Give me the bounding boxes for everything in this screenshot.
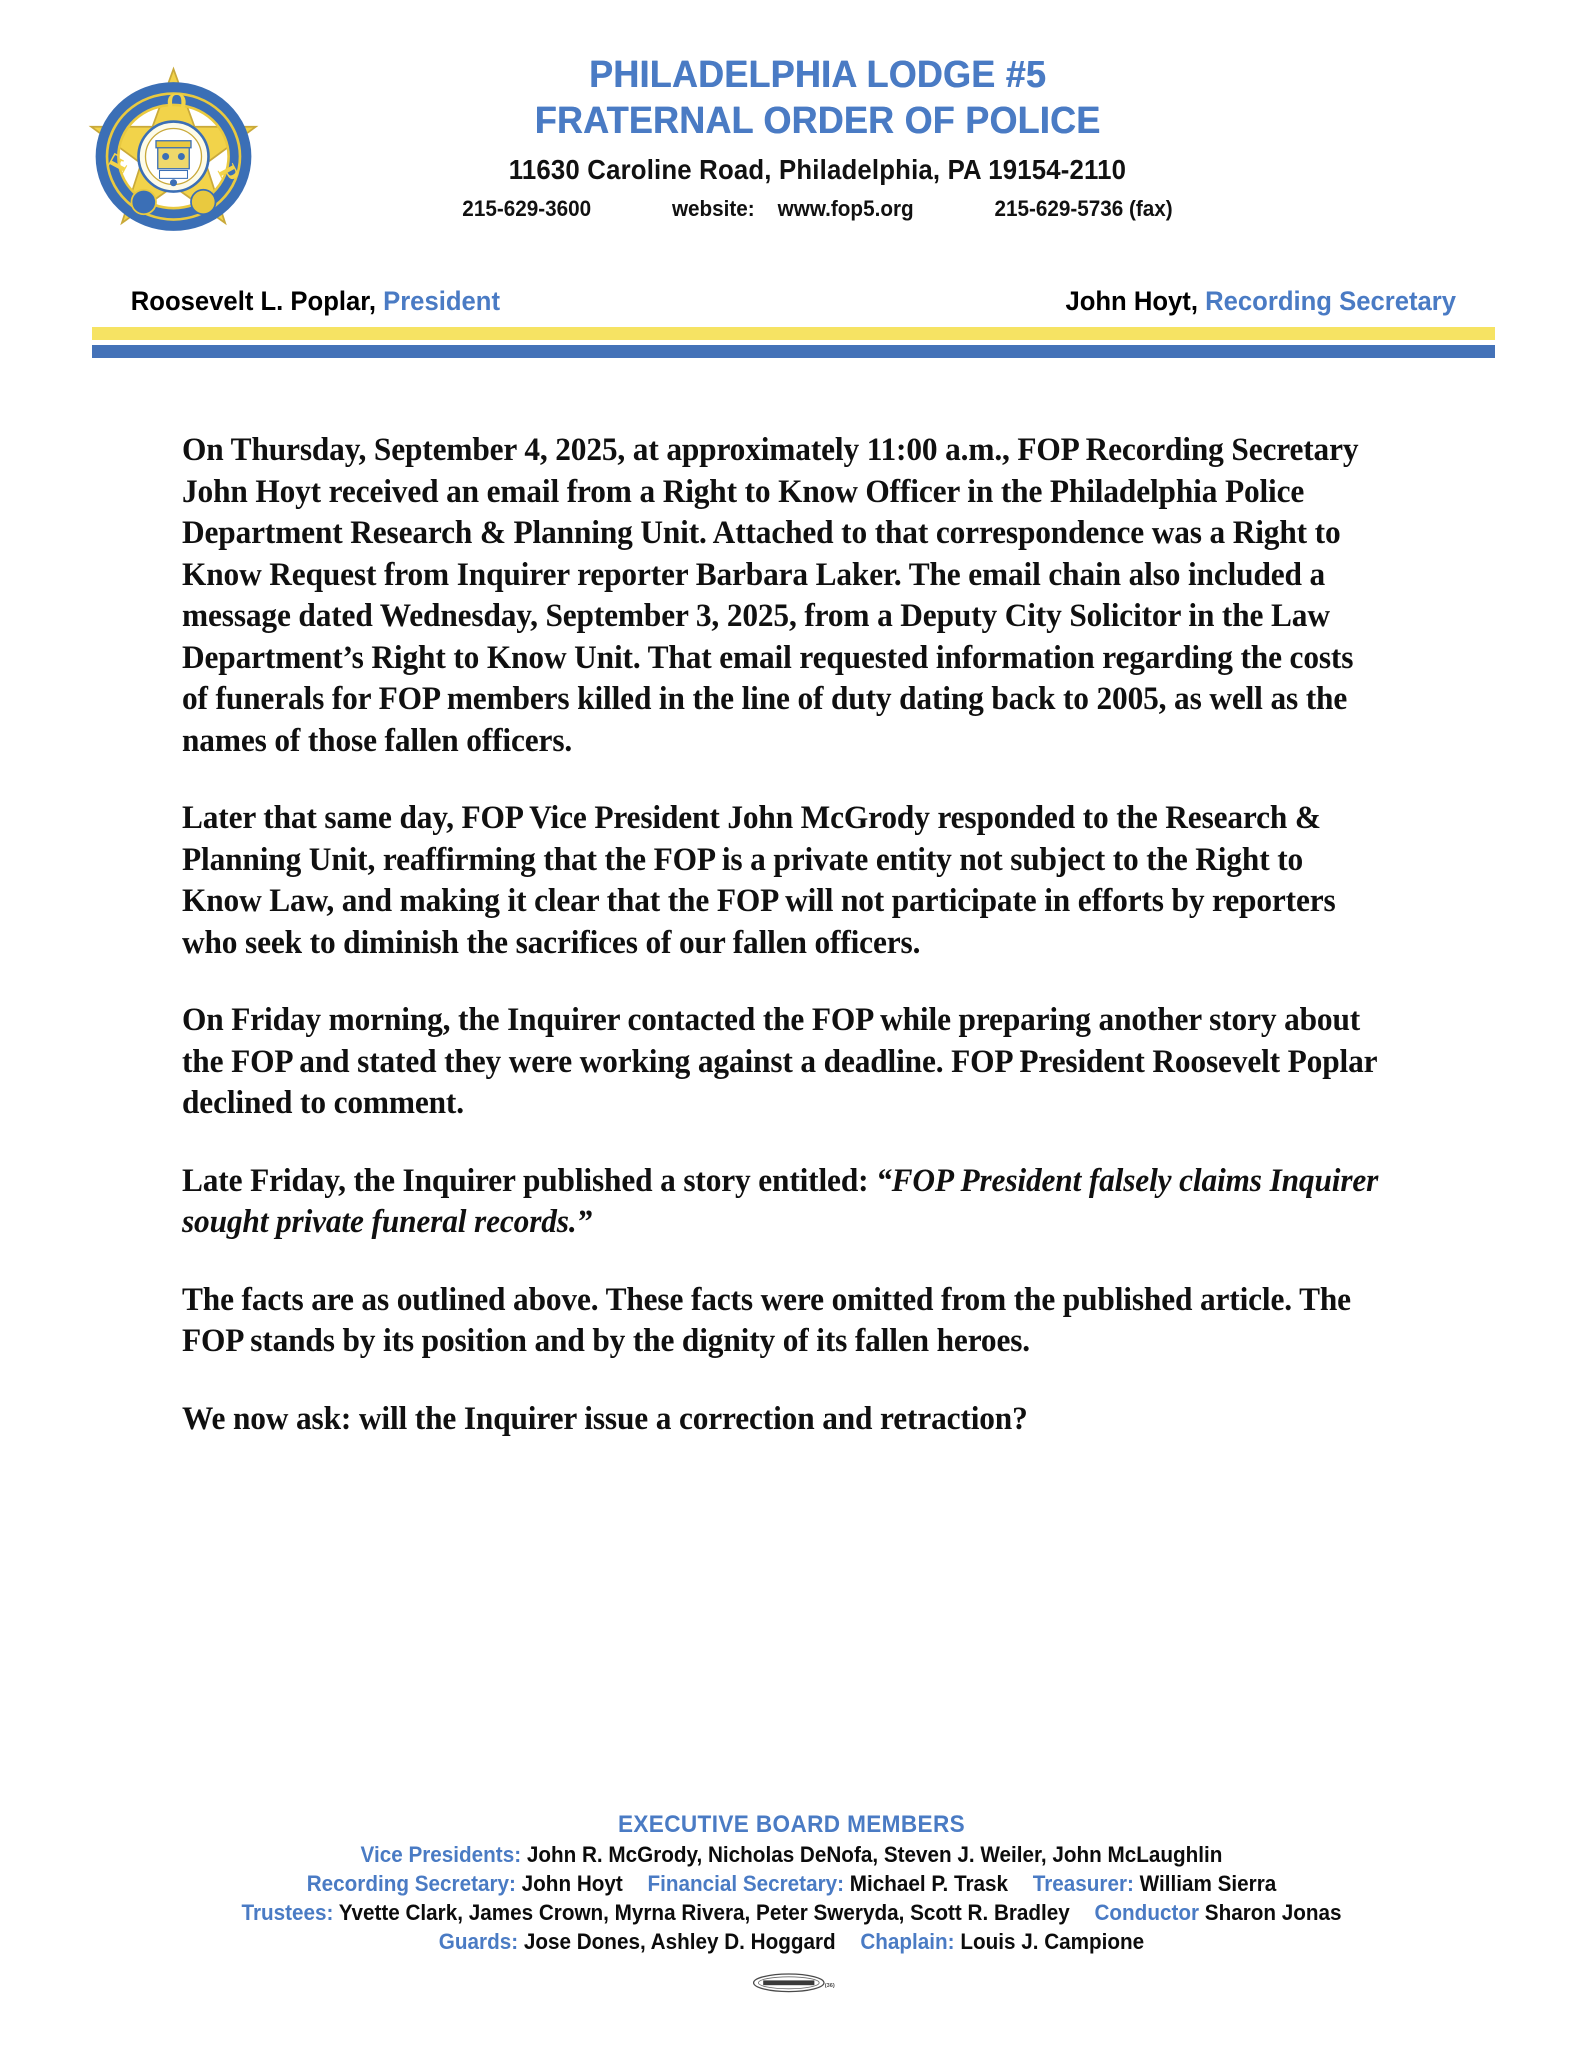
- union-bug-icon: [744, 1970, 840, 1996]
- divider-yellow-bar: [92, 327, 1495, 340]
- president-name: Roosevelt L. Poplar,: [130, 286, 376, 316]
- article-headline-quote: “FOP President falsely claims Inquirer sought private funeral records.”: [182, 1162, 1379, 1240]
- svg-text:P: P: [211, 159, 246, 188]
- recording-secretary-name: John Hoyt,: [1065, 286, 1198, 316]
- website-url[interactable]: www.fop5.org: [777, 196, 914, 221]
- president-block: [131, 286, 500, 317]
- lodge-title-line1: PHILADELPHIA LODGE #5: [588, 54, 1047, 96]
- recording-secretary-block: [1065, 286, 1456, 317]
- conductor-label: Conductor: [1094, 1900, 1200, 1925]
- paragraph-3: On Friday morning, the Inquirer contacted the FOP while preparing another story about the FOP and stated they were working against a deadline. FOP President Roosevelt Poplar declined to comment.: [182, 1002, 1377, 1121]
- website-label: website:: [671, 196, 755, 221]
- paragraph-5: The facts are as outlined above. These facts were omitted from the published article. The FOP stands by its position and by the dignity of its fallen heroes.: [182, 1281, 1351, 1359]
- footer-line-vice-presidents: [47, 1840, 1535, 1869]
- header-divider: [92, 327, 1495, 358]
- vice-presidents-names: John R. McGrody, Nicholas DeNofa, Steven J. Weiler, John McLaughlin: [526, 1842, 1223, 1867]
- financial-secretary-label: Financial Secretary:: [647, 1871, 845, 1896]
- president-title: President: [383, 286, 500, 316]
- recording-secretary-title: Recording Secretary: [1205, 286, 1457, 316]
- paragraph-1: On Thursday, September 4, 2025, at approximately 11:00 a.m., FOP Recording Secretary John Hoyt received an email from a Right to Know Officer in the Philadelphia Police Department Research & Planning Unit. Attached to that correspondence was a Right to Know Request from Inquirer reporter Barbara Laker. The email chain also included a message dated Wednesday, September 3, 2025, from a Deputy City Solicitor in the Law Department’s Right to Know Unit. That email requested information regarding the costs of funerals for FOP members killed in the line of duty dating back to 2005, as well as the names of those fallen officers.: [182, 432, 1359, 759]
- trustees-label: Trustees:: [241, 1900, 334, 1925]
- guards-names: Jose Dones, Ashley D. Hoggard: [523, 1929, 836, 1954]
- svg-text:(36): (36): [824, 1982, 835, 1989]
- phone-number: 215-629-3600: [462, 196, 592, 221]
- website-block: [672, 192, 914, 226]
- svg-text:O: O: [166, 88, 187, 117]
- letterhead-header: [0, 0, 1583, 268]
- chaplain-value: Louis J. Campione: [960, 1929, 1145, 1954]
- chaplain-label: Chaplain:: [860, 1929, 955, 1954]
- footer-line-secretaries: [47, 1869, 1535, 1898]
- conductor-value: Sharon Jonas: [1204, 1900, 1342, 1925]
- fax-number: 215-629-5736 (fax): [994, 196, 1173, 221]
- paragraph-6: We now ask: will the Inquirer issue a correction and retraction?: [182, 1400, 1028, 1437]
- treasurer-value: William Sierra: [1139, 1871, 1277, 1896]
- officers-row: [40, 286, 1544, 317]
- financial-secretary-value: Michael P. Trask: [849, 1871, 1009, 1896]
- trustees-names: Yvette Clark, James Crown, Myrna Rivera, Peter Sweryda, Scott R. Bradley: [338, 1900, 1070, 1925]
- svg-text:F: F: [102, 149, 136, 177]
- lodge-title-line2: FRATERNAL ORDER OF POLICE: [534, 100, 1101, 142]
- footer-line-guards: [47, 1927, 1535, 1956]
- divider-blue-bar: [92, 345, 1495, 358]
- footer-title: EXECUTIVE BOARD MEMBERS: [617, 1811, 966, 1838]
- guards-label: Guards:: [438, 1929, 519, 1954]
- lodge-contact-row: [136, 192, 1500, 226]
- recording-secretary-label: Recording Secretary:: [306, 1871, 516, 1896]
- recording-secretary-value: John Hoyt: [521, 1871, 623, 1896]
- vice-presidents-label: Vice Presidents:: [360, 1842, 522, 1867]
- paragraph-4-lead: Late Friday, the Inquirer published a story entitled:: [182, 1162, 877, 1199]
- treasurer-label: Treasurer:: [1032, 1871, 1134, 1896]
- letterhead-text-block: [0, 52, 1583, 226]
- lodge-address: 11630 Caroline Road, Philadelphia, PA 19154-2110: [508, 154, 1127, 185]
- paragraph-4: [182, 1161, 1380, 1244]
- paragraph-2: Later that same day, FOP Vice President John McGrody responded to the Research & Planning Unit, reaffirming that the FOP is a private entity not subject to the Right to Know Law, and making it clear that the FOP will not participate in efforts by reporters who seek to diminish the sacrifices of our fallen officers.: [182, 800, 1336, 961]
- footer-line-trustees: [47, 1898, 1535, 1927]
- statement-body: [182, 430, 1423, 1440]
- executive-board-footer: [0, 1810, 1583, 1996]
